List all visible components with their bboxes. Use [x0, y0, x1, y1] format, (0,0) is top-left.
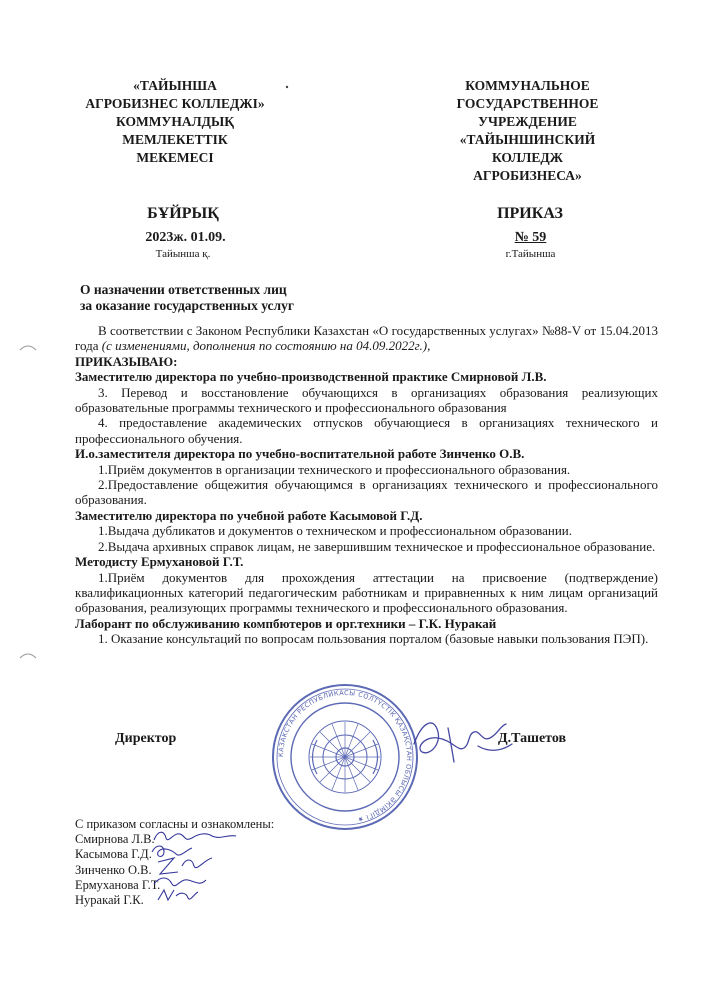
acknowledgement-intro: С приказом согласны и ознакомлены: — [75, 817, 275, 831]
section-item: 2.Выдача архивных справок лицам, не завершившим техническое и профессиональное образование. — [98, 538, 656, 554]
order-city-russian: г.Тайынша — [505, 248, 556, 260]
order-number: № 59 — [514, 230, 547, 245]
header-left-line: МЕКЕМЕСІ — [136, 150, 214, 165]
section-head-kasymova: Заместителю директора по учебной работе Касымовой Г.Д. — [75, 507, 423, 523]
order-title-kazakh: БҰЙРЫҚ — [147, 205, 219, 222]
header-right-line: КОММУНАЛЬНОЕ — [465, 78, 590, 93]
header-left-org-kazakh — [70, 77, 280, 167]
section-head-ermukhanova: Методисту Ермухановой Г.Т. — [75, 554, 244, 570]
section-item: 2.Предоставление общежития обучающимся в организациях технического и профессионального образования. — [75, 477, 658, 508]
svg-text:КАЗАКСТАН РЕСПУБЛИКАСЫ СОЛТҮСТ: КАЗАКСТАН РЕСПУБЛИКАСЫ СОЛТҮСТІК ҚАЗАҚСТАН ОБЛЫСЫ ӘКІМДІГІ ★ — [276, 688, 414, 824]
section-item: 1.Приём документов для прохождения аттестации на присвоение (подтверждение) квалификационных категорий педагогическим работникам и приравненных к ним лицам организаций образования, реализующих программы технического и профессионального образования. — [75, 569, 658, 616]
preamble-tail: , — [427, 338, 431, 354]
header-left-line: «ТАЙЫНША — [133, 78, 217, 93]
acknowledgement-name: Зинченко О.В. — [75, 862, 152, 877]
header-right-org-russian — [430, 77, 625, 185]
section-head-zinchenko: И.о.заместителя директора по учебно-воспитательной работе Зинченко О.В. — [75, 446, 525, 462]
acknowledgement-name: Касымова Г.Д. — [75, 847, 152, 862]
header-left-line: МЕМЛЕКЕТТІК — [122, 132, 228, 147]
director-name: Д.Ташетов — [498, 731, 567, 746]
scan-margin-mark — [18, 340, 38, 352]
header-left-line: КОММУНАЛДЫҚ — [116, 114, 234, 129]
order-city-kazakh: Тайынша қ. — [155, 248, 211, 260]
scan-margin-mark — [18, 648, 38, 660]
section-item: 1.Выдача дубликатов и документов о техническом и профессиональном образовании. — [98, 523, 572, 539]
section-head-smirnova: Заместителю директора по учебно-производственной практике Смирновой Л.В. — [75, 369, 547, 385]
header-right-line: УЧРЕЖДЕНИЕ — [478, 114, 577, 129]
order-subject — [80, 282, 294, 314]
section-item: 1.Приём документов в организации технического и профессионального образования. — [98, 461, 571, 477]
dot-mark — [284, 84, 290, 90]
official-stamp — [270, 682, 420, 832]
order-title-russian: ПРИКАЗ — [497, 205, 563, 222]
preamble — [75, 323, 658, 354]
subject-line: за оказание государственных услуг — [80, 298, 294, 313]
preamble-text: В соответствии с Законом Республики Казахстан «О государственных услугах» №88-V от 15.04.2013 года — [75, 323, 658, 354]
header-left-line: АГРОБИЗНЕС КОЛЛЕДЖІ» — [85, 96, 265, 111]
acknowledgement-name: Смирнова Л.В. — [75, 832, 155, 847]
header-right-line: КОЛЛЕДЖ — [491, 150, 564, 165]
section-item: 1. Оказание консультаций по вопросам пользования порталом (базовые навыки пользования ПЭП). — [98, 631, 649, 647]
director-position: Директор — [115, 731, 177, 746]
acknowledgement-name: Ермуханова Г.Т. — [75, 877, 161, 892]
header-right-line: АГРОБИЗНЕСА» — [473, 168, 582, 183]
section-item: 3. Перевод и восстановление обучающихся в организациях образования реализующих образовательные программы технического и профессионального образования — [75, 384, 658, 416]
order-word: ПРИКАЗЫВАЮ: — [75, 353, 178, 369]
section-item: 4. предоставление академических отпусков обучающиеся в организациях технического и профессионального обучения. — [75, 415, 658, 446]
preamble-amendment: (с изменениями, дополнения по состоянию на 04.09.2022г.) — [101, 338, 428, 354]
order-date: 2023ж. 01.09. — [145, 230, 226, 245]
signature-nurakai — [154, 886, 200, 904]
header-right-line: ГОСУДАРСТВЕННОЕ — [456, 96, 599, 111]
subject-line: О назначении ответственных лиц — [80, 282, 287, 297]
order-body — [75, 323, 658, 647]
section-head-nurakai: Лаборант по обслуживанию компбютеров и орг.техники – Г.К. Нуракай — [75, 615, 497, 631]
acknowledgement-name: Нуракай Г.К. — [75, 893, 144, 908]
director-handwritten-signature — [408, 708, 518, 768]
header-right-line: «ТАЙЫНШИНСКИЙ — [459, 132, 596, 147]
